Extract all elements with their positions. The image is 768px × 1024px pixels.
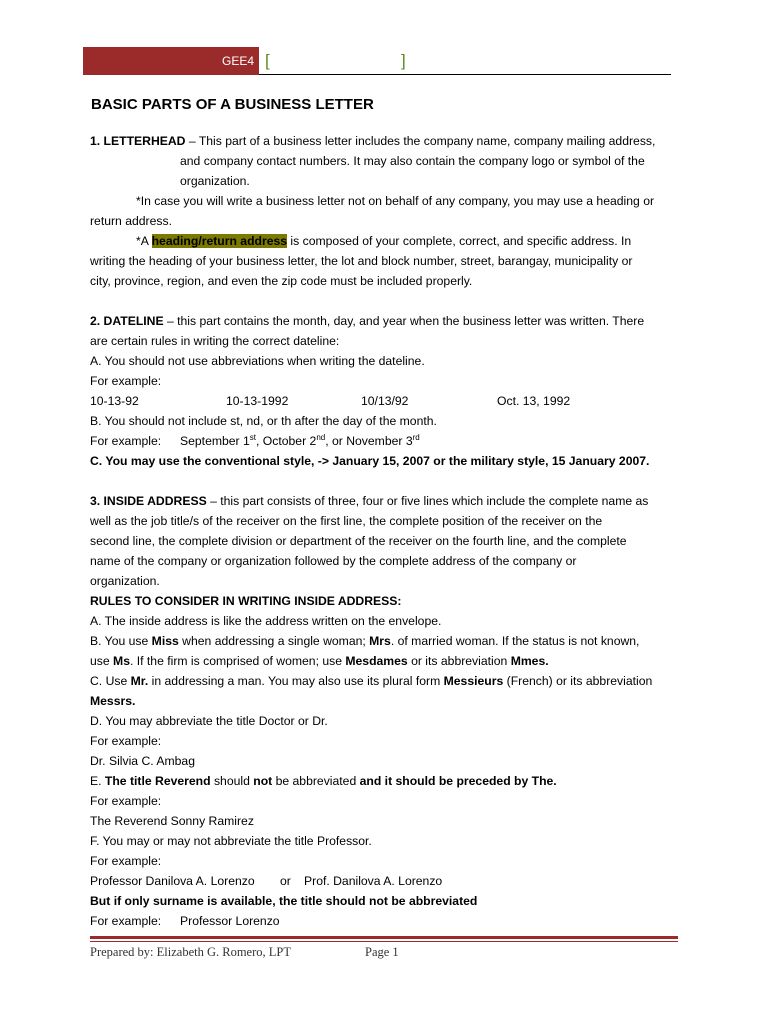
rules-heading: RULES TO CONSIDER IN WRITING INSIDE ADDRESS: bbox=[90, 594, 402, 608]
rule-e: E. The title Reverend should not be abbreviated and it should be preceded by The. bbox=[90, 774, 557, 788]
letterhead-line-5: return address. bbox=[90, 214, 172, 228]
date-example-1: 10-13-92 bbox=[90, 394, 139, 408]
date-example-4: Oct. 13, 1992 bbox=[497, 394, 571, 408]
rule-d: D. You may abbreviate the title Doctor or Dr. bbox=[90, 714, 328, 728]
rule-c-line-1: C. Use Mr. in addressing a man. You may also use its plural form Messieurs (French) or its abbreviation bbox=[90, 674, 653, 688]
inside-address-line-3: second line, the complete division or department of the receiver on the fourth line, and the complete bbox=[90, 534, 627, 548]
highlight-heading-return-address: heading/return address bbox=[151, 234, 288, 248]
inside-address-line-5: organization. bbox=[90, 574, 160, 588]
inside-address-label: 3. INSIDE ADDRESS bbox=[90, 494, 207, 508]
letterhead-line-7: writing the heading of your business letter, the lot and block number, street, barangay, municipality or bbox=[90, 254, 633, 268]
page-title: BASIC PARTS OF A BUSINESS LETTER bbox=[91, 96, 374, 113]
dateline-line-1: 2. DATELINE – this part contains the month, day, and year when the business letter was written. There bbox=[90, 314, 645, 328]
dateline-example-b: For example: September 1st, October 2nd, or November 3rd bbox=[90, 432, 420, 448]
inside-address-line-1: 3. INSIDE ADDRESS – this part consists of three, four or five lines which include the complete name as bbox=[90, 494, 649, 508]
rule-c-line-2: Messrs. bbox=[90, 694, 136, 708]
dateline-examples bbox=[90, 391, 680, 411]
inside-address-line-4: name of the company or organization followed by the complete address of the company or bbox=[90, 554, 577, 568]
letterhead-line-1: 1. LETTERHEAD – This part of a business letter includes the company name, company mailing address, bbox=[90, 134, 656, 148]
course-code: GEE4 bbox=[222, 54, 255, 68]
dateline-rule-a: A. You should not use abbreviations when writing the dateline. bbox=[90, 354, 425, 368]
footer-prepared-by: Prepared by: Elizabeth G. Romero, LPT bbox=[90, 945, 291, 959]
header-rule bbox=[259, 74, 671, 75]
surname-example: For example: Professor Lorenzo bbox=[90, 914, 280, 928]
dateline-for-example: For example: bbox=[90, 374, 162, 388]
bracket-close: ] bbox=[401, 51, 406, 70]
rule-f-for-example: For example: bbox=[90, 854, 162, 868]
dateline-label: 2. DATELINE bbox=[90, 314, 164, 328]
rule-b-line-2: use Ms. If the firm is comprised of women; use Mesdames or its abbreviation Mmes. bbox=[90, 654, 549, 668]
rule-a: A. The inside address is like the address written on the envelope. bbox=[90, 614, 442, 628]
date-example-3: 10/13/92 bbox=[361, 394, 409, 408]
rule-e-example: The Reverend Sonny Ramirez bbox=[90, 814, 254, 828]
footer-rule-thin bbox=[90, 941, 678, 942]
surname-rule: But if only surname is available, the title should not be abbreviated bbox=[90, 894, 478, 908]
rule-b-line-1: B. You use Miss when addressing a single woman; Mrs. of married woman. If the status is not known, bbox=[90, 634, 640, 648]
footer-page-number: Page 1 bbox=[365, 945, 399, 959]
letterhead-label: 1. LETTERHEAD bbox=[90, 134, 186, 148]
dateline-rule-b: B. You should not include st, nd, or th after the day of the month. bbox=[90, 414, 437, 428]
letterhead-line-4: *In case you will write a business letter not on behalf of any company, you may use a heading or bbox=[136, 194, 655, 208]
letterhead-line-2: and company contact numbers. It may also contain the company logo or symbol of the bbox=[180, 154, 645, 168]
date-example-2: 10-13-1992 bbox=[226, 394, 289, 408]
letterhead-line-3: organization. bbox=[180, 174, 250, 188]
rule-d-example: Dr. Silvia C. Ambag bbox=[90, 754, 195, 768]
letterhead-line-6: *A heading/return address is composed of your complete, correct, and specific address. In bbox=[136, 234, 632, 248]
rule-f: F. You may or may not abbreviate the title Professor. bbox=[90, 834, 372, 848]
rule-e-for-example: For example: bbox=[90, 794, 162, 808]
bracket-open: [ bbox=[265, 51, 270, 70]
letterhead-line-8: city, province, region, and even the zip code must be included properly. bbox=[90, 274, 473, 288]
dateline-rule-c: C. You may use the conventional style, -> January 15, 2007 or the military style, 15 January 2007. bbox=[90, 454, 650, 468]
document-body bbox=[90, 131, 680, 931]
rule-d-for-example: For example: bbox=[90, 734, 162, 748]
inside-address-line-2: well as the job title/s of the receiver on the first line, the complete position of the receiver on the bbox=[90, 514, 603, 528]
dateline-line-2: are certain rules in writing the correct dateline: bbox=[90, 334, 340, 348]
rule-f-example: Professor Danilova A. Lorenzo or Prof. Danilova A. Lorenzo bbox=[90, 874, 443, 888]
footer-rule-thick bbox=[90, 936, 678, 939]
